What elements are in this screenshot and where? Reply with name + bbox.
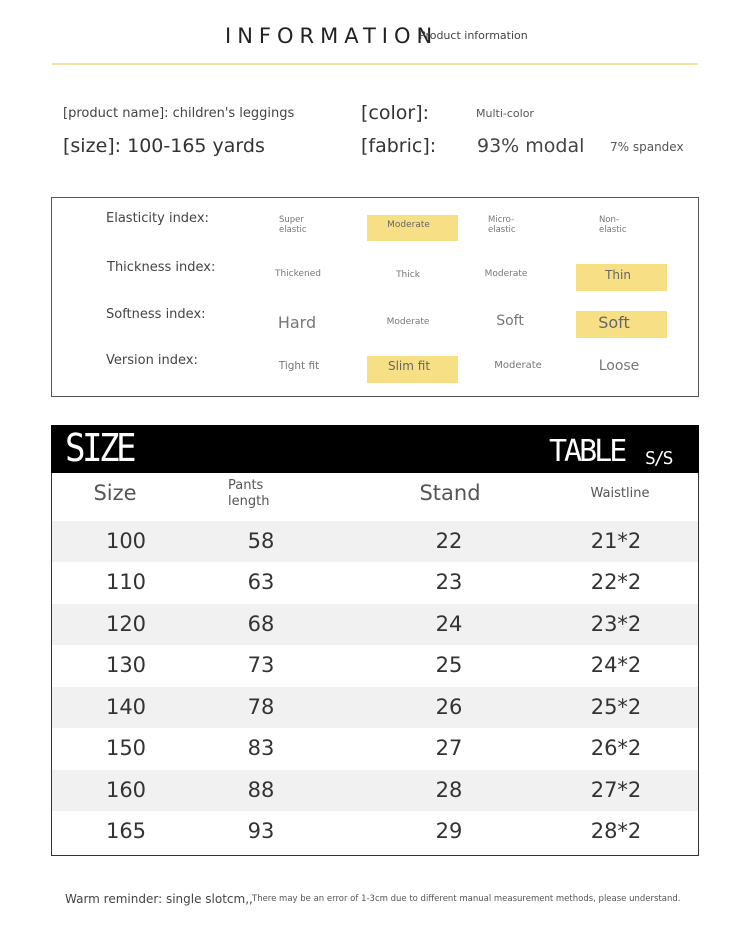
cell-waistline: 26*2 — [590, 736, 642, 760]
thickness-index-label: Thickness index: — [107, 260, 216, 275]
table-row — [52, 604, 698, 645]
version-option-tight-fit: Tight fit — [278, 360, 320, 372]
header-size: Size — [93, 481, 137, 505]
measurement-note: There may be an error of 1-3cm due to different manual measurement methods, please understand. — [252, 894, 681, 904]
header-stand: Stand — [419, 481, 481, 505]
softness-index-label: Softness index: — [106, 307, 206, 322]
cell-pants-length: 73 — [247, 653, 275, 677]
size-banner-title: SIZE — [65, 426, 133, 470]
table-banner-title: TABLE — [549, 434, 625, 469]
cell-waistline: 22*2 — [590, 570, 642, 594]
cell-stand: 28 — [435, 778, 463, 802]
version-option-slim-fit: Slim fit — [387, 359, 431, 373]
cell-stand: 23 — [435, 570, 463, 594]
page-title: INFORMATION — [225, 24, 439, 48]
product-name: [product name]: children's leggings — [63, 106, 295, 121]
softness-option-hard: Hard — [277, 313, 317, 332]
cell-waistline: 28*2 — [590, 819, 642, 843]
cell-pants-length: 63 — [247, 570, 275, 594]
table-row — [52, 521, 698, 562]
elasticity-option-micro-elastic: Micro- elastic — [488, 215, 516, 235]
color-value: Multi-color — [476, 107, 534, 120]
elasticity-option-non-elastic: Non- elastic — [599, 215, 627, 235]
table-row — [52, 562, 698, 603]
fabric-value-modal: 93% modal — [477, 135, 585, 157]
elasticity-option-moderate: Moderate — [387, 220, 430, 230]
table-row — [52, 811, 698, 852]
thickness-option-thin: Thin — [605, 268, 631, 282]
softness-option-soft: Soft — [496, 313, 524, 329]
cell-stand: 24 — [435, 612, 463, 636]
warm-reminder: Warm reminder: single slotcm,, — [65, 892, 253, 906]
cell-waistline: 25*2 — [590, 695, 642, 719]
fabric-label: [fabric]: — [361, 135, 437, 157]
page-subtitle: Product information — [419, 29, 528, 42]
elasticity-option-super-elastic: Super elastic — [279, 215, 307, 235]
cell-size: 120 — [105, 612, 147, 636]
table-row — [52, 645, 698, 686]
cell-waistline: 27*2 — [590, 778, 642, 802]
cell-stand: 25 — [435, 653, 463, 677]
cell-pants-length: 83 — [247, 736, 275, 760]
cell-waistline: 23*2 — [590, 612, 642, 636]
version-option-moderate: Moderate — [494, 360, 542, 371]
cell-pants-length: 88 — [247, 778, 275, 802]
cell-pants-length: 78 — [247, 695, 275, 719]
cell-size: 165 — [105, 819, 147, 843]
softness-option-soft-selected: Soft — [598, 313, 630, 332]
cell-pants-length: 58 — [247, 529, 275, 553]
color-label: [color]: — [361, 102, 430, 124]
cell-size: 150 — [105, 736, 147, 760]
cell-size: 130 — [105, 653, 147, 677]
table-row — [52, 770, 698, 811]
cell-waistline: 24*2 — [590, 653, 642, 677]
thickness-option-thick: Thick — [396, 270, 420, 280]
fabric-value-spandex: 7% spandex — [610, 140, 684, 154]
cell-stand: 29 — [435, 819, 463, 843]
elasticity-index-label: Elasticity index: — [106, 211, 209, 226]
cell-pants-length: 93 — [247, 819, 275, 843]
thickness-option-moderate: Moderate — [484, 269, 528, 279]
banner-suffix: S/S — [645, 448, 672, 469]
header-divider — [52, 63, 698, 65]
cell-pants-length: 68 — [247, 612, 275, 636]
header-waistline: Waistline — [590, 486, 650, 501]
thickness-option-thickened: Thickened — [274, 269, 322, 279]
softness-option-moderate: Moderate — [386, 317, 430, 327]
cell-size: 160 — [105, 778, 147, 802]
table-row — [52, 728, 698, 769]
cell-stand: 27 — [435, 736, 463, 760]
product-size: [size]: 100-165 yards — [63, 135, 265, 157]
cell-size: 100 — [105, 529, 147, 553]
version-index-label: Version index: — [106, 353, 198, 368]
cell-stand: 26 — [435, 695, 463, 719]
header-pants-length: Pants length — [228, 478, 270, 509]
cell-stand: 22 — [435, 529, 463, 553]
cell-size: 140 — [105, 695, 147, 719]
cell-size: 110 — [105, 570, 147, 594]
version-option-loose: Loose — [598, 358, 640, 374]
cell-waistline: 21*2 — [590, 529, 642, 553]
table-row — [52, 687, 698, 728]
